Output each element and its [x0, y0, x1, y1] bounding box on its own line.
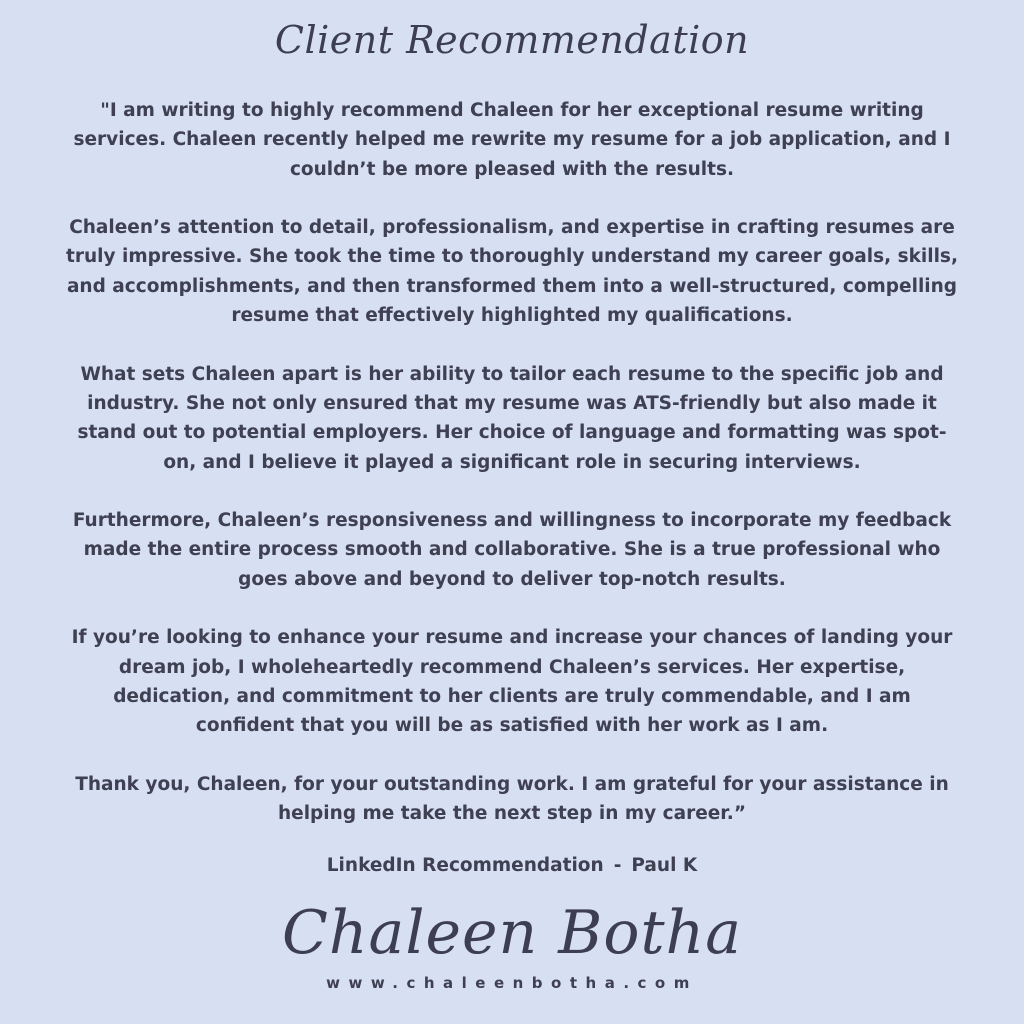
signature-logo: Chaleen Botha	[282, 898, 742, 968]
website-url: www.chaleenbotha.com	[326, 974, 698, 992]
paragraph-2: Chaleen’s attention to detail, professionalism, and expertise in crafting resumes are truly impressive. She took the time to thoroughly understand my career goals, skills, and accomplishments, and then transformed them into a well-structured, compelling resume that effectively highlighted my qualifications.	[66, 217, 958, 327]
paragraph-6: Thank you, Chaleen, for your outstanding work. I am grateful for your assistance in helping me take the next step in my career.”	[75, 773, 949, 825]
attribution-author: Paul K	[631, 855, 698, 876]
paragraph-3: What sets Chaleen apart is her ability to tailor each resume to the specific job and industry. She not only ensured that my resume was ATS-friendly but also made it stand out to potential employers. Her choice of language and formatting was spot-on, and I believe it played a significant role in securing interviews.	[77, 363, 947, 473]
paragraph-1: "I am writing to highly recommend Chaleen for her exceptional resume writing services. Chaleen recently helped me rewrite my resume for a job application, and I couldn’t be more pleased with the results.	[73, 100, 951, 180]
page-title: Client Recommendation	[274, 18, 750, 62]
attribution-separator: -	[613, 855, 622, 876]
attribution	[0, 852, 1024, 880]
recommendation-text	[62, 96, 962, 858]
paragraph-4: Furthermore, Chaleen’s responsiveness and willingness to incorporate my feedback made the entire process smooth and collaborative. She is a true professional who goes above and beyond to deliver top-notch results.	[72, 510, 952, 590]
attribution-source: LinkedIn Recommendation	[326, 855, 604, 876]
paragraph-5: If you’re looking to enhance your resume and increase your chances of landing your dream job, I wholeheartedly recommend Chaleen’s services. Her expertise, dedication, and commitment to her clients are truly commendable, and I am confident that you will be as satisfied with her work as I am.	[71, 627, 953, 737]
